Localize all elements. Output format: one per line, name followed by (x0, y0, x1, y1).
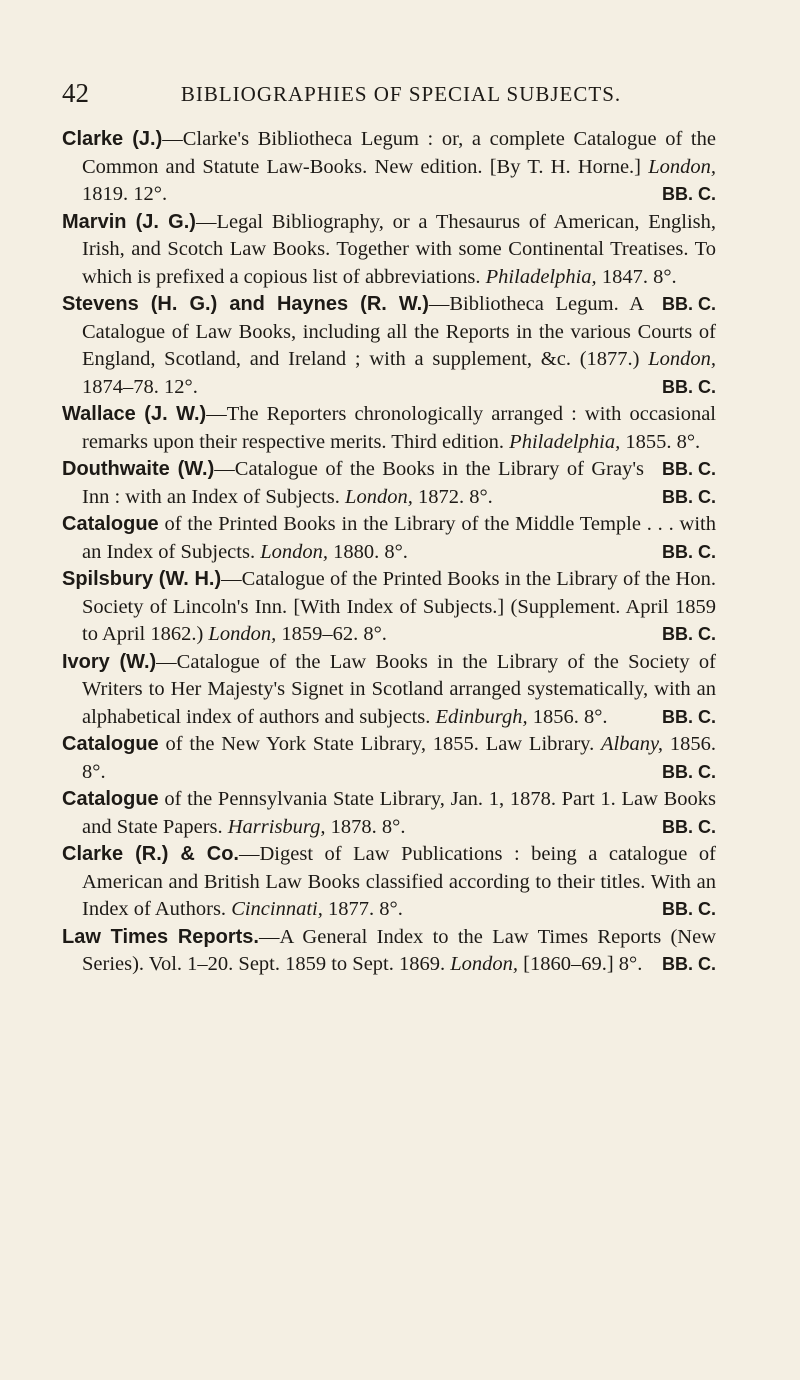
entry-classmark: BB. C. (662, 376, 716, 397)
entry-classmark: BB. C. (662, 486, 716, 507)
entry-imprint: 1856. 8°. (82, 733, 716, 783)
entry-description: —Catalogue of the Law Books in the Library of the Society of Writers to Her Majesty's Signet in Scotland arranged systematically, with an alphabetical index of authors and subjects. (82, 650, 716, 728)
entry-classmark: BB. C. (662, 541, 716, 562)
entry-description: —Bibliotheca Legum. A Catalogue of Law Books, including all the Reports in the various Courts of England, Scotland, and Ireland ; with a supplement, &c. (1877.) (82, 293, 716, 370)
bibliography-entry (62, 511, 716, 566)
entry-author: Clarke (J.) (62, 128, 163, 150)
entry-author: Clarke (R.) & Co. (62, 843, 239, 865)
entry-place: London, (208, 623, 277, 645)
entry-description: —Digest of Law Publications : being a catalogue of American and British Law Books classified according to their titles. With an Index of Authors. (82, 843, 716, 920)
entry-imprint: 1880. 8°. (327, 540, 408, 563)
bibliography-entry (62, 786, 716, 841)
page-number: 42 (62, 78, 89, 108)
entry-imprint: 1859–62. 8°. (276, 623, 387, 645)
entry-classmark: BB. C. (662, 184, 716, 204)
entry-place: Edinburgh, (435, 705, 528, 728)
entry-imprint: 1872. 8°. (412, 485, 493, 508)
entry-description: —The Reporters chronologically arranged : with occasional remarks upon their respective merits. Third edition. (82, 403, 716, 453)
entry-description: —Legal Bibliography, or a Thesaurus of American, English, Irish, and Scotch Law Books. Together with some Continental Treatises. To which is prefixed a copious list of abbreviations. (82, 210, 716, 288)
entry-description: —Clarke's Bibliotheca Legum : or, a complete Catalogue of the Common and Statute Law-Books. New edition. [By T. H. Horne.] (82, 128, 716, 178)
entry-place: London, (648, 155, 716, 178)
entry-classmark: BB. C. (662, 706, 716, 727)
entry-imprint: 1847. 8°. (596, 265, 677, 288)
entry-description: of the Printed Books in the Library of the Middle Temple . . . with an Index of Subjects. (82, 513, 716, 563)
entry-description: —Catalogue of the Books in the Library of Gray's Inn : with an Index of Subjects. (82, 458, 644, 508)
bibliography-entry (62, 291, 716, 401)
entry-place: London, (648, 348, 716, 370)
entry-imprint: 1874–78. 12°. (82, 375, 198, 398)
entry-imprint: 1819. 12°. (82, 183, 168, 205)
entry-place: London, (260, 540, 328, 563)
entry-author: Catalogue (62, 513, 159, 535)
entry-classmark: BB. C. (662, 624, 716, 644)
entry-author: Law Times Reports. (62, 925, 259, 948)
entry-description: of the Pennsylvania State Library, Jan. 1, 1878. Part 1. Law Books and State Papers. (82, 788, 716, 838)
entry-author: Wallace (J. W.) (62, 403, 207, 425)
entry-classmark: BB. C. (662, 459, 716, 479)
entry-author: Ivory (W.) (62, 650, 157, 673)
bibliography-entry (62, 456, 716, 511)
entry-author: Douthwaite (W.) (62, 458, 215, 480)
entry-place: London, (450, 953, 519, 975)
entry-classmark: BB. C. (662, 816, 716, 837)
bibliography-list (62, 126, 716, 979)
entry-description: —A General Index to the Law Times Reports (New Series). Vol. 1–20. Sept. 1859 to Sept. 1869. (82, 925, 717, 975)
entry-place: Albany, (601, 733, 664, 755)
entry-imprint: 1855. 8°. (620, 430, 701, 453)
entry-author: Stevens (H. G.) and Haynes (R. W.) (62, 293, 429, 315)
entry-place: Philadelphia, (485, 265, 597, 288)
page-header (62, 78, 740, 112)
bibliography-entry (62, 126, 716, 209)
entry-description: of the New York State Library, 1855. Law Library. (158, 733, 601, 755)
bibliography-entry (62, 924, 716, 979)
entry-author: Catalogue (62, 788, 159, 810)
bibliography-entry (62, 566, 716, 649)
entry-author: Marvin (J. G.) (62, 210, 196, 233)
entry-place: Philadelphia, (509, 430, 621, 453)
running-title: BIBLIOGRAPHIES OF SPECIAL SUBJECTS. (180, 82, 622, 106)
entry-classmark: BB. C. (662, 954, 716, 974)
entry-imprint: 1878. 8°. (325, 815, 406, 838)
bibliography-entry (62, 649, 716, 732)
entry-place: Cincinnati, (231, 898, 323, 920)
bibliography-entry (62, 841, 716, 924)
entry-place: London, (345, 485, 413, 508)
entry-author: Spilsbury (W. H.) (62, 568, 222, 590)
entry-author: Catalogue (62, 733, 159, 755)
entry-description: —Catalogue of the Printed Books in the Library of the Hon. Society of Lincoln's Inn. [With Index of Subjects.] (Supplement. April 1859 to April 1862.) (82, 568, 716, 645)
entry-classmark: BB. C. (662, 899, 716, 919)
entry-imprint: 1877. 8°. (322, 898, 403, 920)
entry-classmark: BB. C. (662, 761, 716, 782)
bibliography-entry (62, 731, 716, 786)
entry-imprint: 1856. 8°. (527, 705, 608, 728)
entry-classmark: BB. C. (662, 294, 716, 314)
entry-place: Harrisburg, (227, 815, 326, 838)
entry-imprint: [1860–69.] 8°. (518, 953, 643, 975)
